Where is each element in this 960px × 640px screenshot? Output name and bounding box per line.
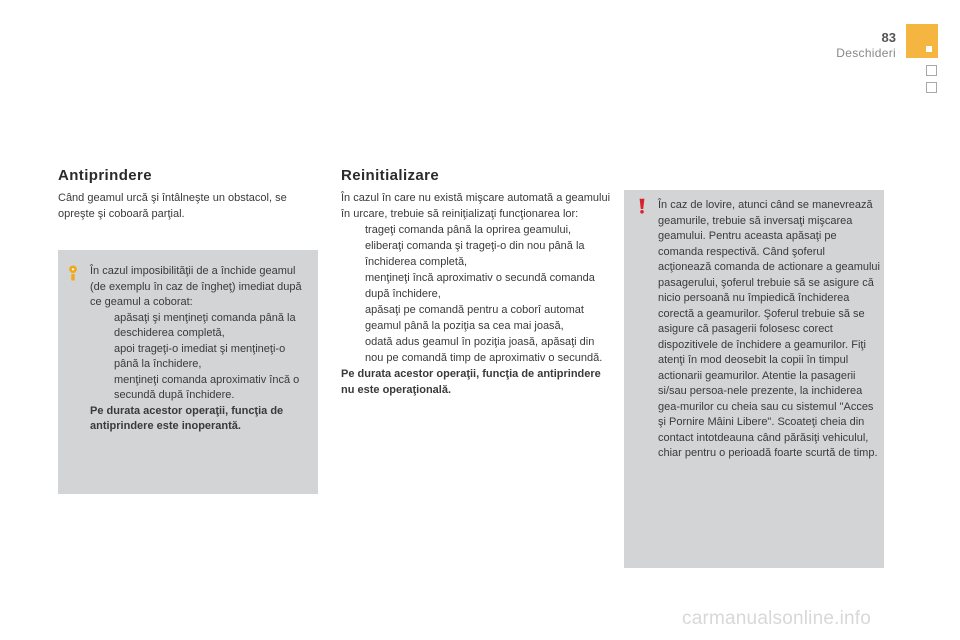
info-box-text: [90, 264, 312, 435]
list-item-text: menţineţi încă aproximativ o secundă comanda după închidere,: [365, 272, 595, 300]
chapter-tab-square-2[interactable]: [926, 82, 937, 93]
antiprindere-title: Antiprindere: [58, 167, 152, 184]
reinitializare-intro: În cazul în care nu există mişcare automată a geamului în urcare, trebuie să reiniţializaţi funcţionarea lor:: [341, 192, 611, 220]
chapter-tab-marker: [926, 46, 932, 52]
list-item: [341, 302, 611, 334]
list-item: [341, 270, 611, 302]
info-box-bullets: [90, 311, 312, 404]
list-item-text: odată adus geamul în poziţia joasă, apăsaţi din nou pe comandă timp de aproximativ o secundă.: [365, 336, 603, 364]
info-box: [58, 250, 318, 494]
list-item-text: trageţi comanda până la oprirea geamului,: [365, 224, 572, 236]
warning-box: [624, 190, 884, 568]
list-item: [90, 342, 312, 373]
list-item-text: menţineţi comanda aproximativ încă o secundă după închidere.: [114, 373, 300, 401]
list-item: [90, 311, 312, 342]
list-item-text: apoi trageţi-o imediat şi menţineţi-o până la închidere,: [114, 342, 286, 370]
chapter-tab[interactable]: [906, 24, 938, 58]
info-icon: [65, 265, 81, 281]
list-item: [341, 334, 611, 366]
reinitializare-title: Reinitializare: [341, 167, 440, 184]
list-item-text: eliberaţi comanda şi trageţi-o din nou până la închiderea completă,: [365, 240, 585, 268]
list-item: [341, 238, 611, 270]
section-name: Deschideri: [836, 46, 896, 60]
list-item-text: apăsaţi şi menţineţi comanda până la deschiderea completă,: [114, 311, 296, 339]
page-number: 83: [881, 30, 896, 45]
reinitializare-bullets: [341, 222, 611, 366]
chapter-tab-square-1[interactable]: [926, 65, 937, 76]
reinitializare-section: [341, 190, 611, 398]
list-item: [90, 373, 312, 404]
info-box-note: Pe durata acestor operaţii, funcţia de antiprindere este inoperantă.: [90, 404, 284, 432]
warning-icon: [634, 198, 650, 214]
warning-box-text: În caz de lovire, atunci când se manevrează geamurile, trebuie să inversaţi mişcarea geamului. Pentru aceasta apăsaţi pe comanda respectivă. Când şoferul acţionează comanda de actionare a geamului pasagerului, şoferul trebuie să se asigure că nicio persoană nu împiedică închiderea corectă a geamurilor. Şoferul trebuie să se asigure că pasagerii folosesc corect dispozitivele de închidere a geamurilor. Fiţi atenţi în mod deosebit la copii în timpul actionarii geamurilor. Atentie la pasagerii si/sau persoa-nele prezente, la inchiderea gea-murilor cu cheia sau cu sistemul "Acces şi Pornire Mâini Libere". Scoateţi cheia din contact intotdeauna când părăsiţi vehiculul, chiar pentru o perioadă foarte scurtă de timp.: [658, 199, 880, 459]
watermark: carmanualsonline.info: [682, 608, 872, 629]
list-item-text: apăsaţi pe comandă pentru a coborî automat geamul până la poziţia sa cea mai joasă,: [365, 304, 584, 332]
list-item: [341, 222, 611, 238]
info-box-intro: În cazul imposibilităţii de a închide geamul (de exemplu în caz de îngheţ) imediat după ce geamul a coborat:: [90, 265, 302, 308]
antiprindere-intro: Când geamul urcă şi întâlneşte un obstacol, se opreşte şi coboară parţial.: [58, 192, 287, 220]
reinitializare-note: Pe durata acestor operaţii, funcţia de antiprindere nu este operaţională.: [341, 368, 601, 396]
